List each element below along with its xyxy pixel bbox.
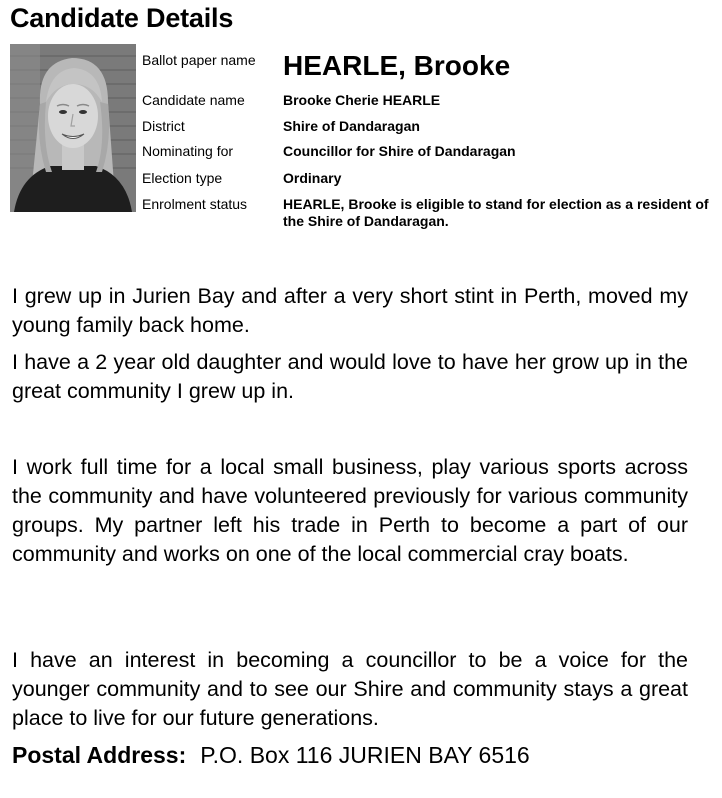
postal-address-value: P.O. Box 116 JURIEN BAY 6516 bbox=[200, 742, 530, 768]
candidate-name-value: Brooke Cherie HEARLE bbox=[283, 92, 441, 108]
postal-address bbox=[12, 740, 530, 770]
district-label: District bbox=[142, 118, 185, 134]
nominating-for-value: Councillor for Shire of Dandaragan bbox=[283, 143, 516, 159]
statement-paragraph-2: I have a 2 year old daughter and would love to have her grow up in the great community I grew up in. bbox=[12, 350, 688, 403]
enrolment-status-value: HEARLE, Brooke is eligible to stand for election as a resident of the Shire of Dandaragan. bbox=[283, 196, 709, 229]
ballot-name-label: Ballot paper name bbox=[142, 52, 256, 68]
election-type-label: Election type bbox=[142, 170, 223, 186]
district-value: Shire of Dandaragan bbox=[283, 118, 420, 134]
enrolment-status-label: Enrolment status bbox=[142, 196, 248, 212]
candidate-photo bbox=[10, 44, 136, 212]
postal-address-label: Postal Address: bbox=[12, 742, 187, 768]
page-title: Candidate Details bbox=[10, 3, 234, 33]
election-type-value: Ordinary bbox=[283, 170, 342, 186]
nominating-for-label: Nominating for bbox=[142, 143, 234, 159]
statement-paragraph-3: I work full time for a local small business, play various sports across the community and have volunteered previously for various community groups. My partner left his trade in Perth to become a part of our community and works on one of the local commercial cray boats. bbox=[12, 455, 688, 566]
statement-paragraph-4: I have an interest in becoming a councillor to be a voice for the younger community and to see our Shire and community stays a great place to live for our future generations. bbox=[12, 648, 688, 730]
ballot-name-value: HEARLE, Brooke bbox=[283, 50, 511, 81]
statement-paragraph-1: I grew up in Jurien Bay and after a very short stint in Perth, moved my young family back home. bbox=[12, 284, 688, 337]
candidate-name-label: Candidate name bbox=[142, 92, 245, 108]
